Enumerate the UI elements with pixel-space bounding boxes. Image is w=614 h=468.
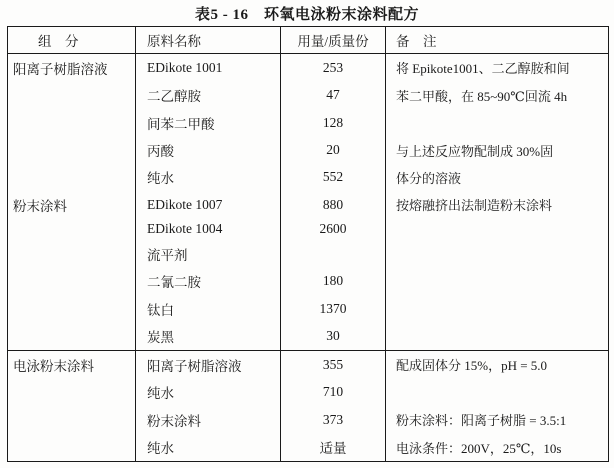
material-cell: 二氰二胺: [136, 268, 281, 295]
note-cell: 将 Epikote1001、二乙醇胺和间: [386, 54, 609, 82]
component-cell: [8, 240, 136, 267]
note-cell: 体分的溶液: [386, 164, 609, 191]
amount-cell: 355: [281, 351, 386, 379]
material-cell: 粉末涂料: [136, 406, 281, 433]
component-cell: [8, 295, 136, 322]
material-cell: 炭黑: [136, 322, 281, 350]
material-cell: 丙酸: [136, 136, 281, 163]
note-cell: 苯二甲酸，在 85~90℃回流 4h: [386, 82, 609, 109]
amount-cell: 373: [281, 406, 386, 433]
component-cell: [8, 433, 136, 461]
note-cell: [386, 240, 609, 267]
amount-cell: 47: [281, 82, 386, 109]
material-cell: 流平剂: [136, 240, 281, 267]
material-cell: 阳离子树脂溶液: [136, 351, 281, 379]
note-cell: 按熔融挤出法制造粉末涂料: [386, 191, 609, 218]
component-cell: [8, 109, 136, 136]
amount-cell: 1370: [281, 295, 386, 322]
component-cell: [8, 218, 136, 240]
amount-cell: 253: [281, 54, 386, 82]
component-cell: [8, 379, 136, 406]
table-row: [8, 240, 609, 267]
amount-cell: [281, 240, 386, 267]
note-cell: [386, 218, 609, 240]
table-row: [8, 268, 609, 295]
component-cell: [8, 136, 136, 163]
table-row: [8, 295, 609, 322]
note-cell: [386, 295, 609, 322]
table-row: [8, 322, 609, 350]
component-cell: 电泳粉末涂料: [8, 351, 136, 379]
page-title: 表5 - 16 环氧电泳粉末涂料配方: [195, 7, 419, 23]
header-note: 备 注: [386, 27, 609, 54]
header-material: 原料名称: [136, 27, 281, 54]
component-cell: 粉末涂料: [8, 191, 136, 218]
table-header: [8, 27, 609, 54]
table-body: [8, 54, 609, 462]
amount-cell: 552: [281, 164, 386, 191]
table-row: [8, 54, 609, 82]
material-cell: 纯水: [136, 433, 281, 461]
header-row: [8, 27, 609, 54]
header-amount: 用量/质量份: [281, 27, 386, 54]
note-cell: 与上述反应物配制成 30%固: [386, 136, 609, 163]
table-row: [8, 433, 609, 461]
material-cell: 间苯二甲酸: [136, 109, 281, 136]
amount-cell: 710: [281, 379, 386, 406]
table-row: [8, 82, 609, 109]
table-row: [8, 136, 609, 163]
table-row: [8, 379, 609, 406]
amount-cell: 30: [281, 322, 386, 350]
note-cell: 配成固体分 15%，pH = 5.0: [386, 351, 609, 379]
formula-table: [7, 26, 609, 462]
note-cell: [386, 379, 609, 406]
material-cell: EDikote 1004: [136, 218, 281, 240]
amount-cell: 128: [281, 109, 386, 136]
material-cell: 纯水: [136, 164, 281, 191]
note-cell: [386, 268, 609, 295]
note-cell: [386, 109, 609, 136]
table-row: [8, 191, 609, 218]
component-cell: [8, 268, 136, 295]
amount-cell: 适量: [281, 433, 386, 461]
material-cell: 钛白: [136, 295, 281, 322]
note-cell: [386, 322, 609, 350]
amount-cell: 20: [281, 136, 386, 163]
component-cell: 阳离子树脂溶液: [8, 54, 136, 82]
note-cell: 电泳条件：200V，25℃，10s: [386, 433, 609, 461]
amount-cell: 880: [281, 191, 386, 218]
table-row: [8, 218, 609, 240]
table-row: [8, 164, 609, 191]
amount-cell: 180: [281, 268, 386, 295]
component-cell: [8, 82, 136, 109]
note-cell: 粉末涂料：阳离子树脂 = 3.5:1: [386, 406, 609, 433]
amount-cell: 2600: [281, 218, 386, 240]
material-cell: EDikote 1001: [136, 54, 281, 82]
material-cell: 二乙醇胺: [136, 82, 281, 109]
component-cell: [8, 164, 136, 191]
component-cell: [8, 322, 136, 350]
material-cell: EDikote 1007: [136, 191, 281, 218]
table-row: [8, 406, 609, 433]
header-component: 组 分: [8, 27, 136, 54]
table-row: [8, 109, 609, 136]
component-cell: [8, 406, 136, 433]
table-row: [8, 351, 609, 379]
material-cell: 纯水: [136, 379, 281, 406]
